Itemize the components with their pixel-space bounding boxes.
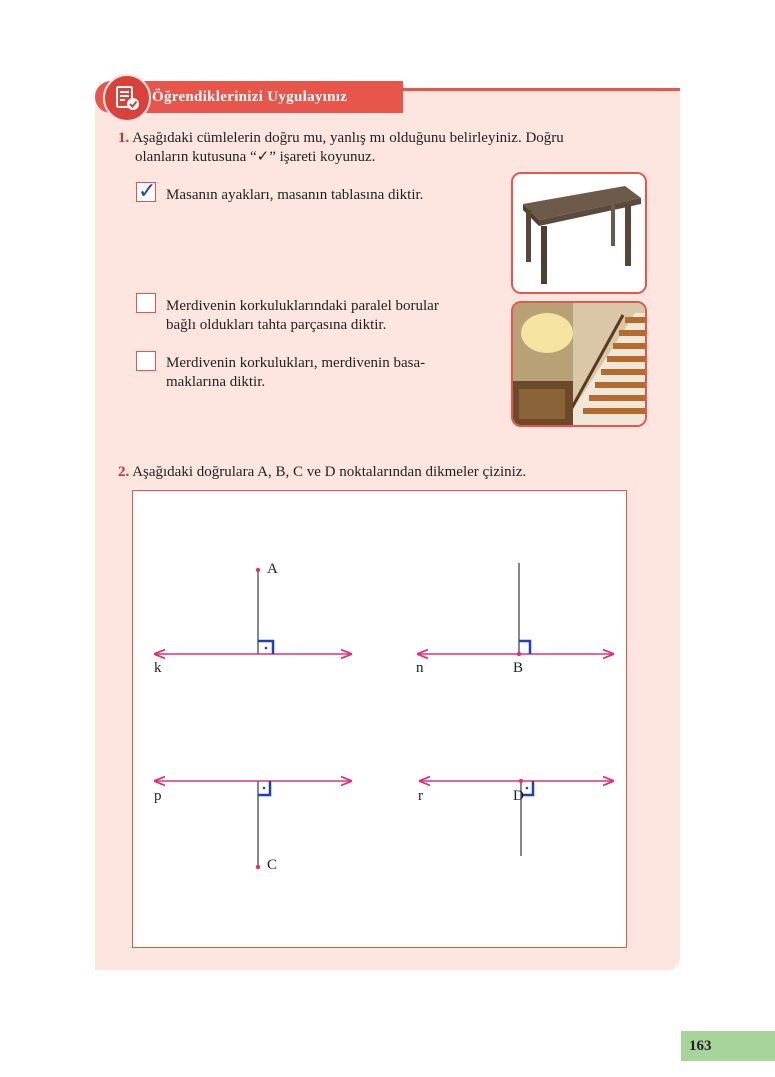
label-n: n — [416, 660, 424, 676]
check-mark-icon: ✓ — [138, 179, 157, 204]
question-2-text: Aşağıdaki doğrulara A, B, C ve D noktalarından dikmeler çiziniz. — [132, 464, 527, 480]
item-2-text-line-1: Merdivenin korkuluklarındaki paralel borular — [166, 298, 439, 314]
point-a — [256, 568, 260, 572]
right-angle-dot — [265, 647, 268, 650]
figure-n-b — [416, 563, 613, 676]
checkbox-item-1[interactable] — [136, 179, 157, 204]
checklist-icon — [103, 74, 151, 122]
item-2-text-line-2: bağlı oldukları tahta parçasına diktir. — [166, 317, 387, 333]
label-a: A — [267, 561, 278, 577]
right-angle-mark — [519, 641, 530, 654]
question-2-number: 2. — [118, 464, 130, 480]
question-1-number: 1. — [118, 130, 130, 146]
label-b: B — [513, 660, 524, 676]
question-1-line-1 — [118, 129, 646, 148]
point-b — [517, 652, 521, 656]
figure-k-a — [154, 561, 351, 676]
stairs-photo — [511, 301, 647, 427]
header-rule — [400, 88, 680, 91]
right-angle-dot — [263, 787, 266, 790]
table-photo — [511, 172, 647, 294]
section-title: Öğrendiklerinizi Uygulayınız — [152, 89, 348, 105]
perpendicular-figures — [133, 491, 628, 949]
right-angle-dot — [526, 787, 529, 790]
label-r: r — [418, 788, 423, 804]
item-1-text: Masanın ayakları, masanın tablasına diktir. — [166, 187, 424, 203]
figure-p-c — [154, 781, 351, 873]
checkbox-item-3[interactable] — [136, 351, 156, 371]
label-c: C — [267, 857, 278, 873]
page-number: 163 — [689, 1038, 712, 1054]
question-1-text-line-1: Aşağıdaki cümlelerin doğru mu, yanlış mı olduğunu belirleyiniz. Doğru — [132, 130, 564, 146]
checkbox-item-2[interactable] — [136, 293, 156, 313]
item-3-text-line-1: Merdivenin korkulukları, merdivenin basa- — [166, 355, 426, 371]
point-c — [256, 865, 260, 869]
point-d — [519, 779, 523, 783]
item-3-text-line-2: maklarına diktir. — [166, 374, 266, 390]
question-2-line — [118, 463, 526, 482]
question-1-text-line-2: olanların kutusuna “✓” işareti koyunuz. — [135, 149, 376, 165]
label-p: p — [154, 788, 162, 804]
label-d: D — [513, 788, 524, 804]
perpendicular-exercise-box — [132, 490, 627, 948]
figure-r-d — [418, 779, 613, 856]
label-k: k — [154, 660, 162, 676]
